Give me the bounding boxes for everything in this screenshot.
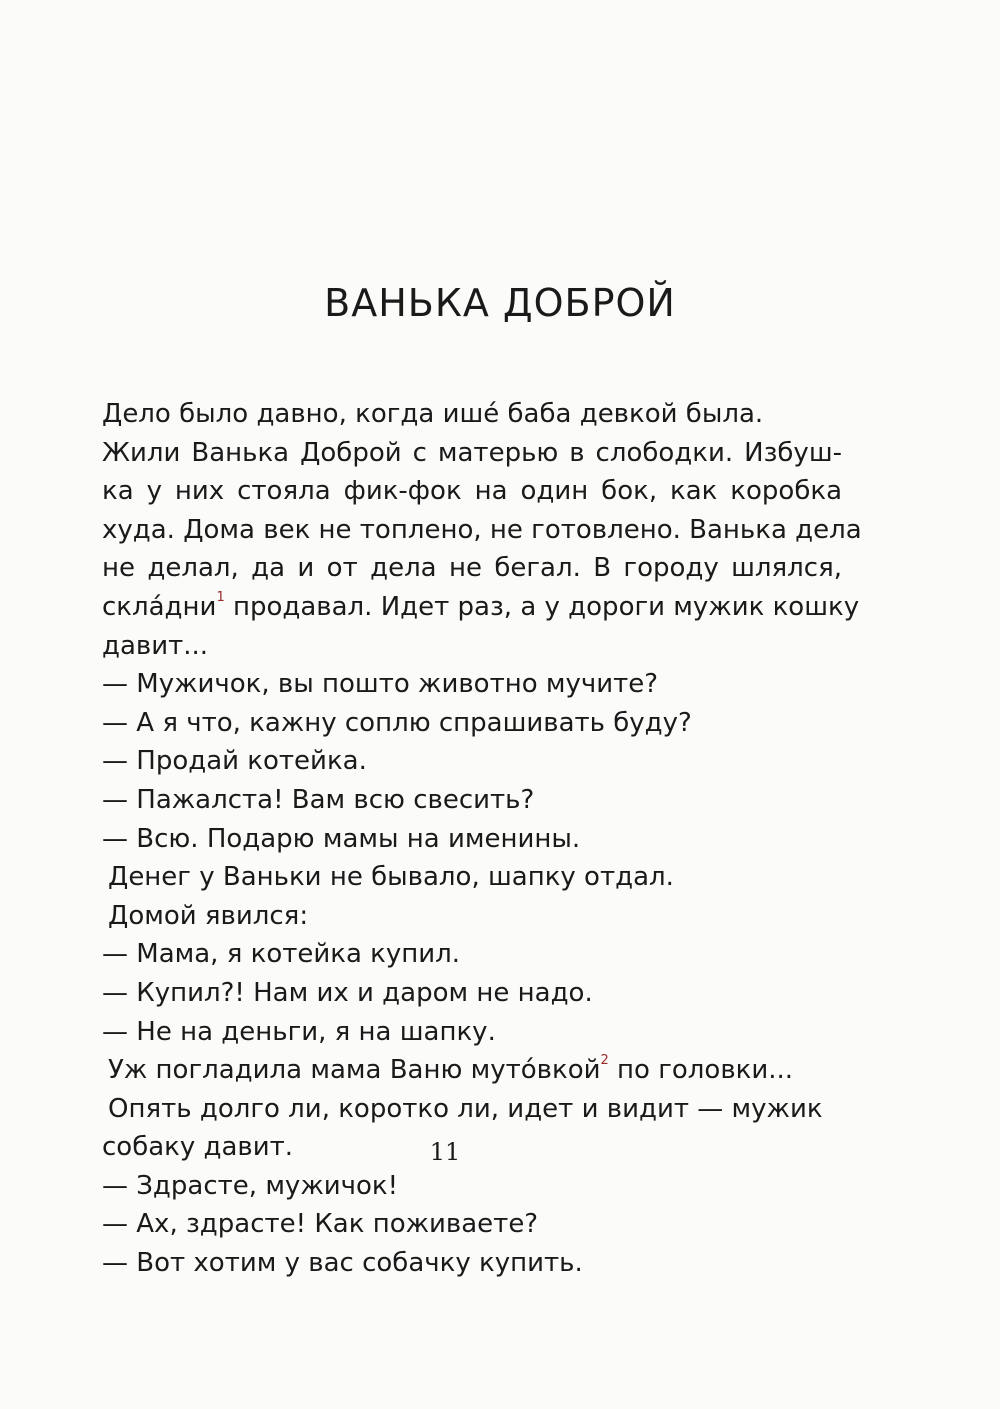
text-line [102,1051,842,1090]
text-fragment: продавал. Идет раз, а у дороги мужик кошку [224,591,860,622]
dialogue-line: — Ах, здрасте! Как поживаете? [102,1209,539,1240]
text-line: Дело было давно, когда ишé баба девкой была. [102,399,764,429]
dialogue-line: — Всю. Подарю мамы на именины. [102,823,581,854]
text-fragment: Уж погладила мама Ваню мутóвкой [108,1055,601,1086]
dialogue-line: — Мужичок, вы пошто животно мучите? [102,669,659,700]
dialogue-line: — Купил?! Нам их и даром не надо. [102,977,593,1008]
text-fragment: склáдни [102,591,217,622]
text-line: Домой явился: [108,900,309,931]
text-line: Денег у Ваньки не бывало, шапку отдал. [108,862,674,893]
footnote-marker[interactable]: 1 [216,589,225,605]
dialogue-line: — Пажалста! Вам всю свесить? [102,784,535,815]
dialogue-line: — Мама, я котейка купил. [102,939,461,970]
dialogue-line: — А я что, кажну соплю спрашивать буду? [102,707,692,738]
text-line: не делал, да и от дела не бегал. В городу шлялся, [102,553,842,584]
chapter-title: ВАНЬКА ДОБРОЙ [324,281,676,325]
dialogue-line: — Не на деньги, я на шапку. [102,1016,496,1047]
text-line: Жили Ванька Доброй с матерью в слободки. Избуш- [102,437,842,468]
footnote-marker[interactable]: 2 [600,1053,609,1069]
text-fragment: по головки... [608,1055,794,1086]
text-line: давит... [102,630,209,661]
text-line: Опять долго ли, коротко ли, идет и видит — мужик [108,1093,823,1124]
text-line: собаку давит. [102,1132,294,1163]
page-number: 11 [429,1138,461,1166]
text-line: худа. Дома век не топлено, не готовлено. Ванька дела [102,514,862,545]
dialogue-line: — Продай котейка. [102,746,367,777]
text-line: ка у них стояла фик-фок на один бок, как коробка [102,476,842,507]
dialogue-line: — Вот хотим у вас собачку купить. [102,1248,583,1279]
text-line [102,588,860,627]
dialogue-line: — Здрасте, мужичок! [102,1170,399,1201]
